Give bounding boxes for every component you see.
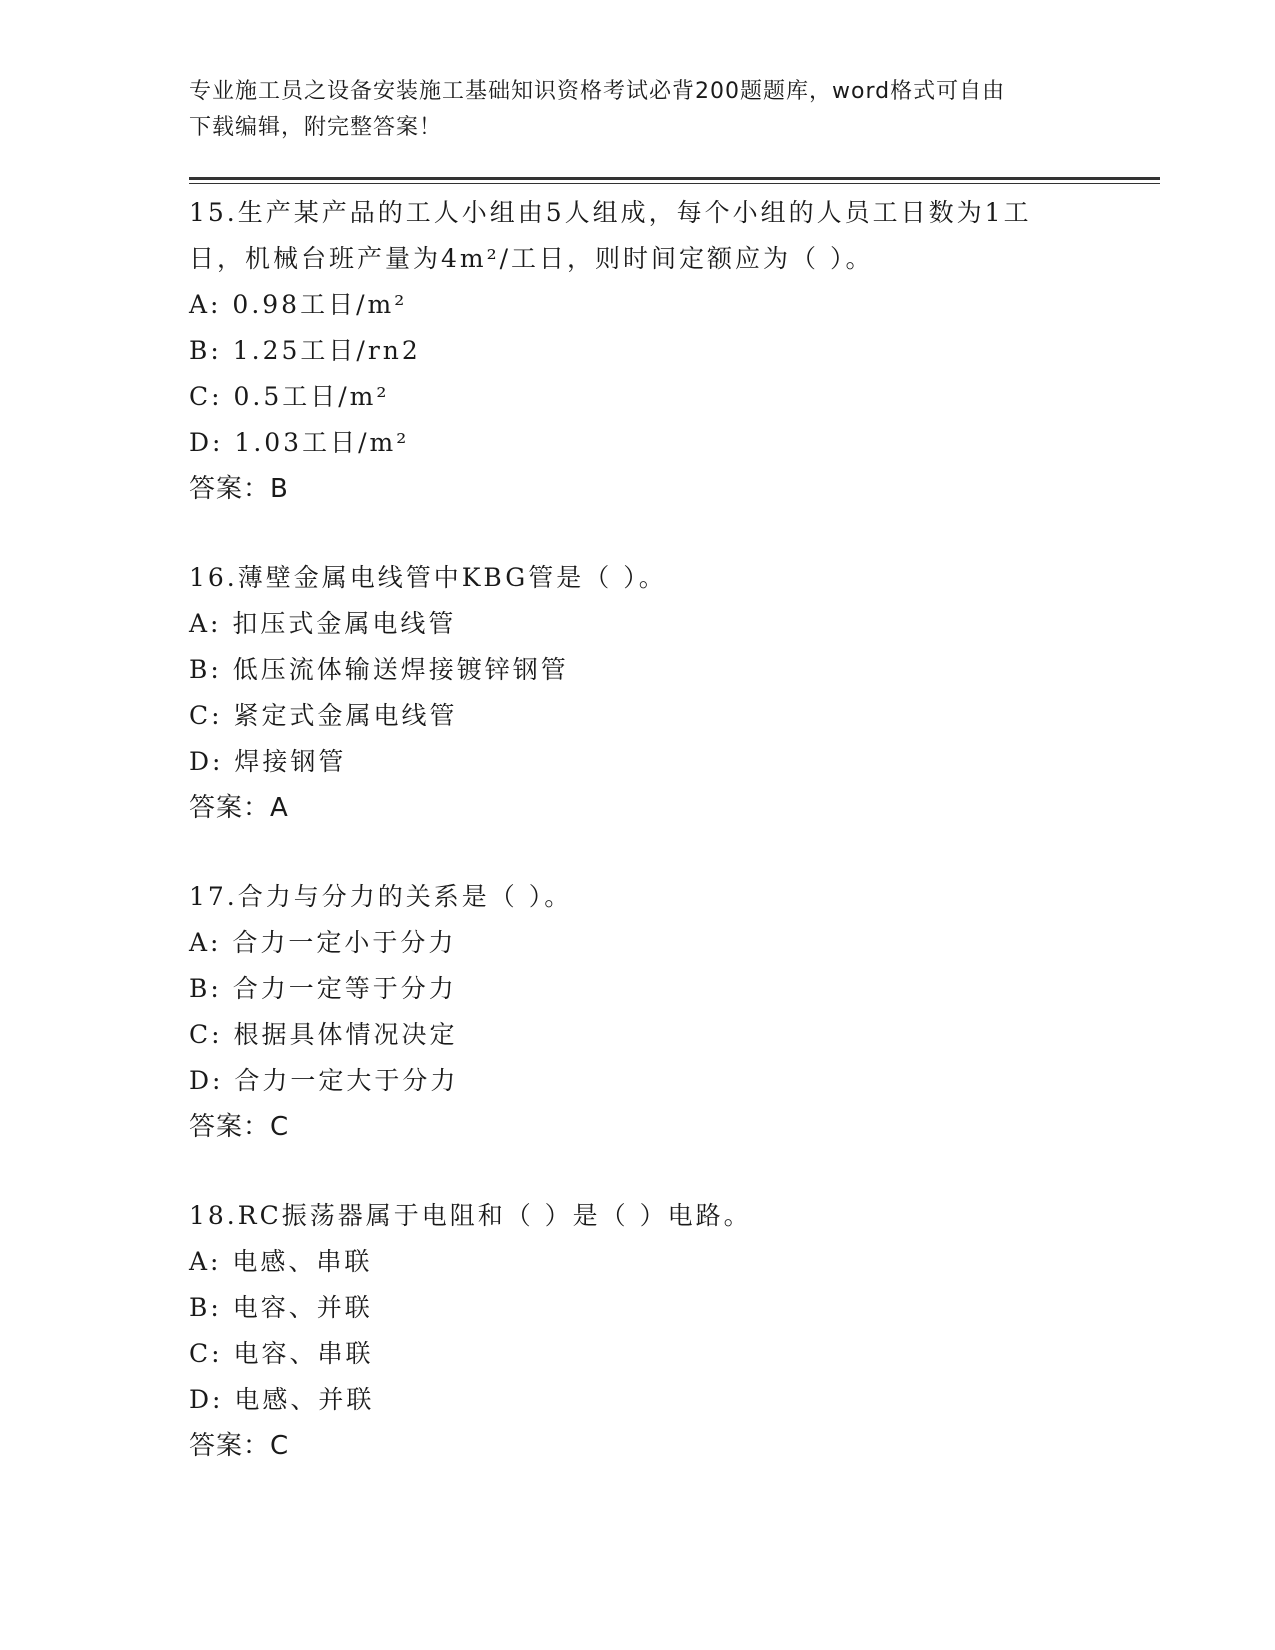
question-list (189, 190, 1089, 1512)
question-stem: 15.生产某产品的工人小组由5人组成，每个小组的人员工日数为1工 (189, 198, 1032, 227)
question-stem-continued: 日，机械台班产量为4m²/工日，则时间定额应为（ ）。 (189, 244, 874, 273)
question-16 (189, 555, 1089, 831)
question-15 (189, 190, 1089, 512)
option-b: B: 低压流体输送焊接镀锌钢管 (189, 655, 569, 684)
question-17 (189, 874, 1089, 1150)
option-b: B: 1.25工日/rn2 (189, 336, 421, 365)
answer: 答案：B (189, 474, 289, 504)
question-stem: 16.薄壁金属电线管中KBG管是（ ）。 (189, 563, 667, 592)
option-c: C: 电容、串联 (189, 1339, 374, 1368)
option-d: D: 电感、并联 (189, 1385, 375, 1414)
option-d: D: 合力一定大于分力 (189, 1066, 459, 1095)
header-line-2: 下载编辑，附完整答案！ (189, 115, 443, 140)
option-c: C: 根据具体情况决定 (189, 1020, 458, 1049)
option-a: A: 电感、串联 (189, 1247, 373, 1276)
answer: 答案：C (189, 1112, 290, 1142)
question-stem: 17.合力与分力的关系是（ ）。 (189, 882, 573, 911)
option-d: D: 1.03工日/m² (189, 428, 410, 457)
option-a: A: 合力一定小于分力 (189, 928, 457, 957)
question-18 (189, 1193, 1089, 1469)
header-divider-thin (189, 183, 1160, 184)
document-header (189, 74, 1089, 146)
answer: 答案：A (189, 793, 289, 823)
option-b: B: 电容、并联 (189, 1293, 373, 1322)
option-c: C: 紧定式金属电线管 (189, 701, 458, 730)
answer: 答案：C (189, 1431, 290, 1461)
option-c: C: 0.5工日/m² (189, 382, 390, 411)
option-d: D: 焊接钢管 (189, 747, 347, 776)
question-stem: 18.RC振荡器属于电阻和（ ）是（ ）电路。 (189, 1201, 752, 1230)
header-line-1: 专业施工员之设备安装施工基础知识资格考试必背200题题库，word格式可自由 (189, 79, 1006, 104)
header-divider-thick (189, 177, 1160, 180)
option-a: A: 扣压式金属电线管 (189, 609, 457, 638)
option-b: B: 合力一定等于分力 (189, 974, 457, 1003)
option-a: A: 0.98工日/m² (189, 290, 408, 319)
